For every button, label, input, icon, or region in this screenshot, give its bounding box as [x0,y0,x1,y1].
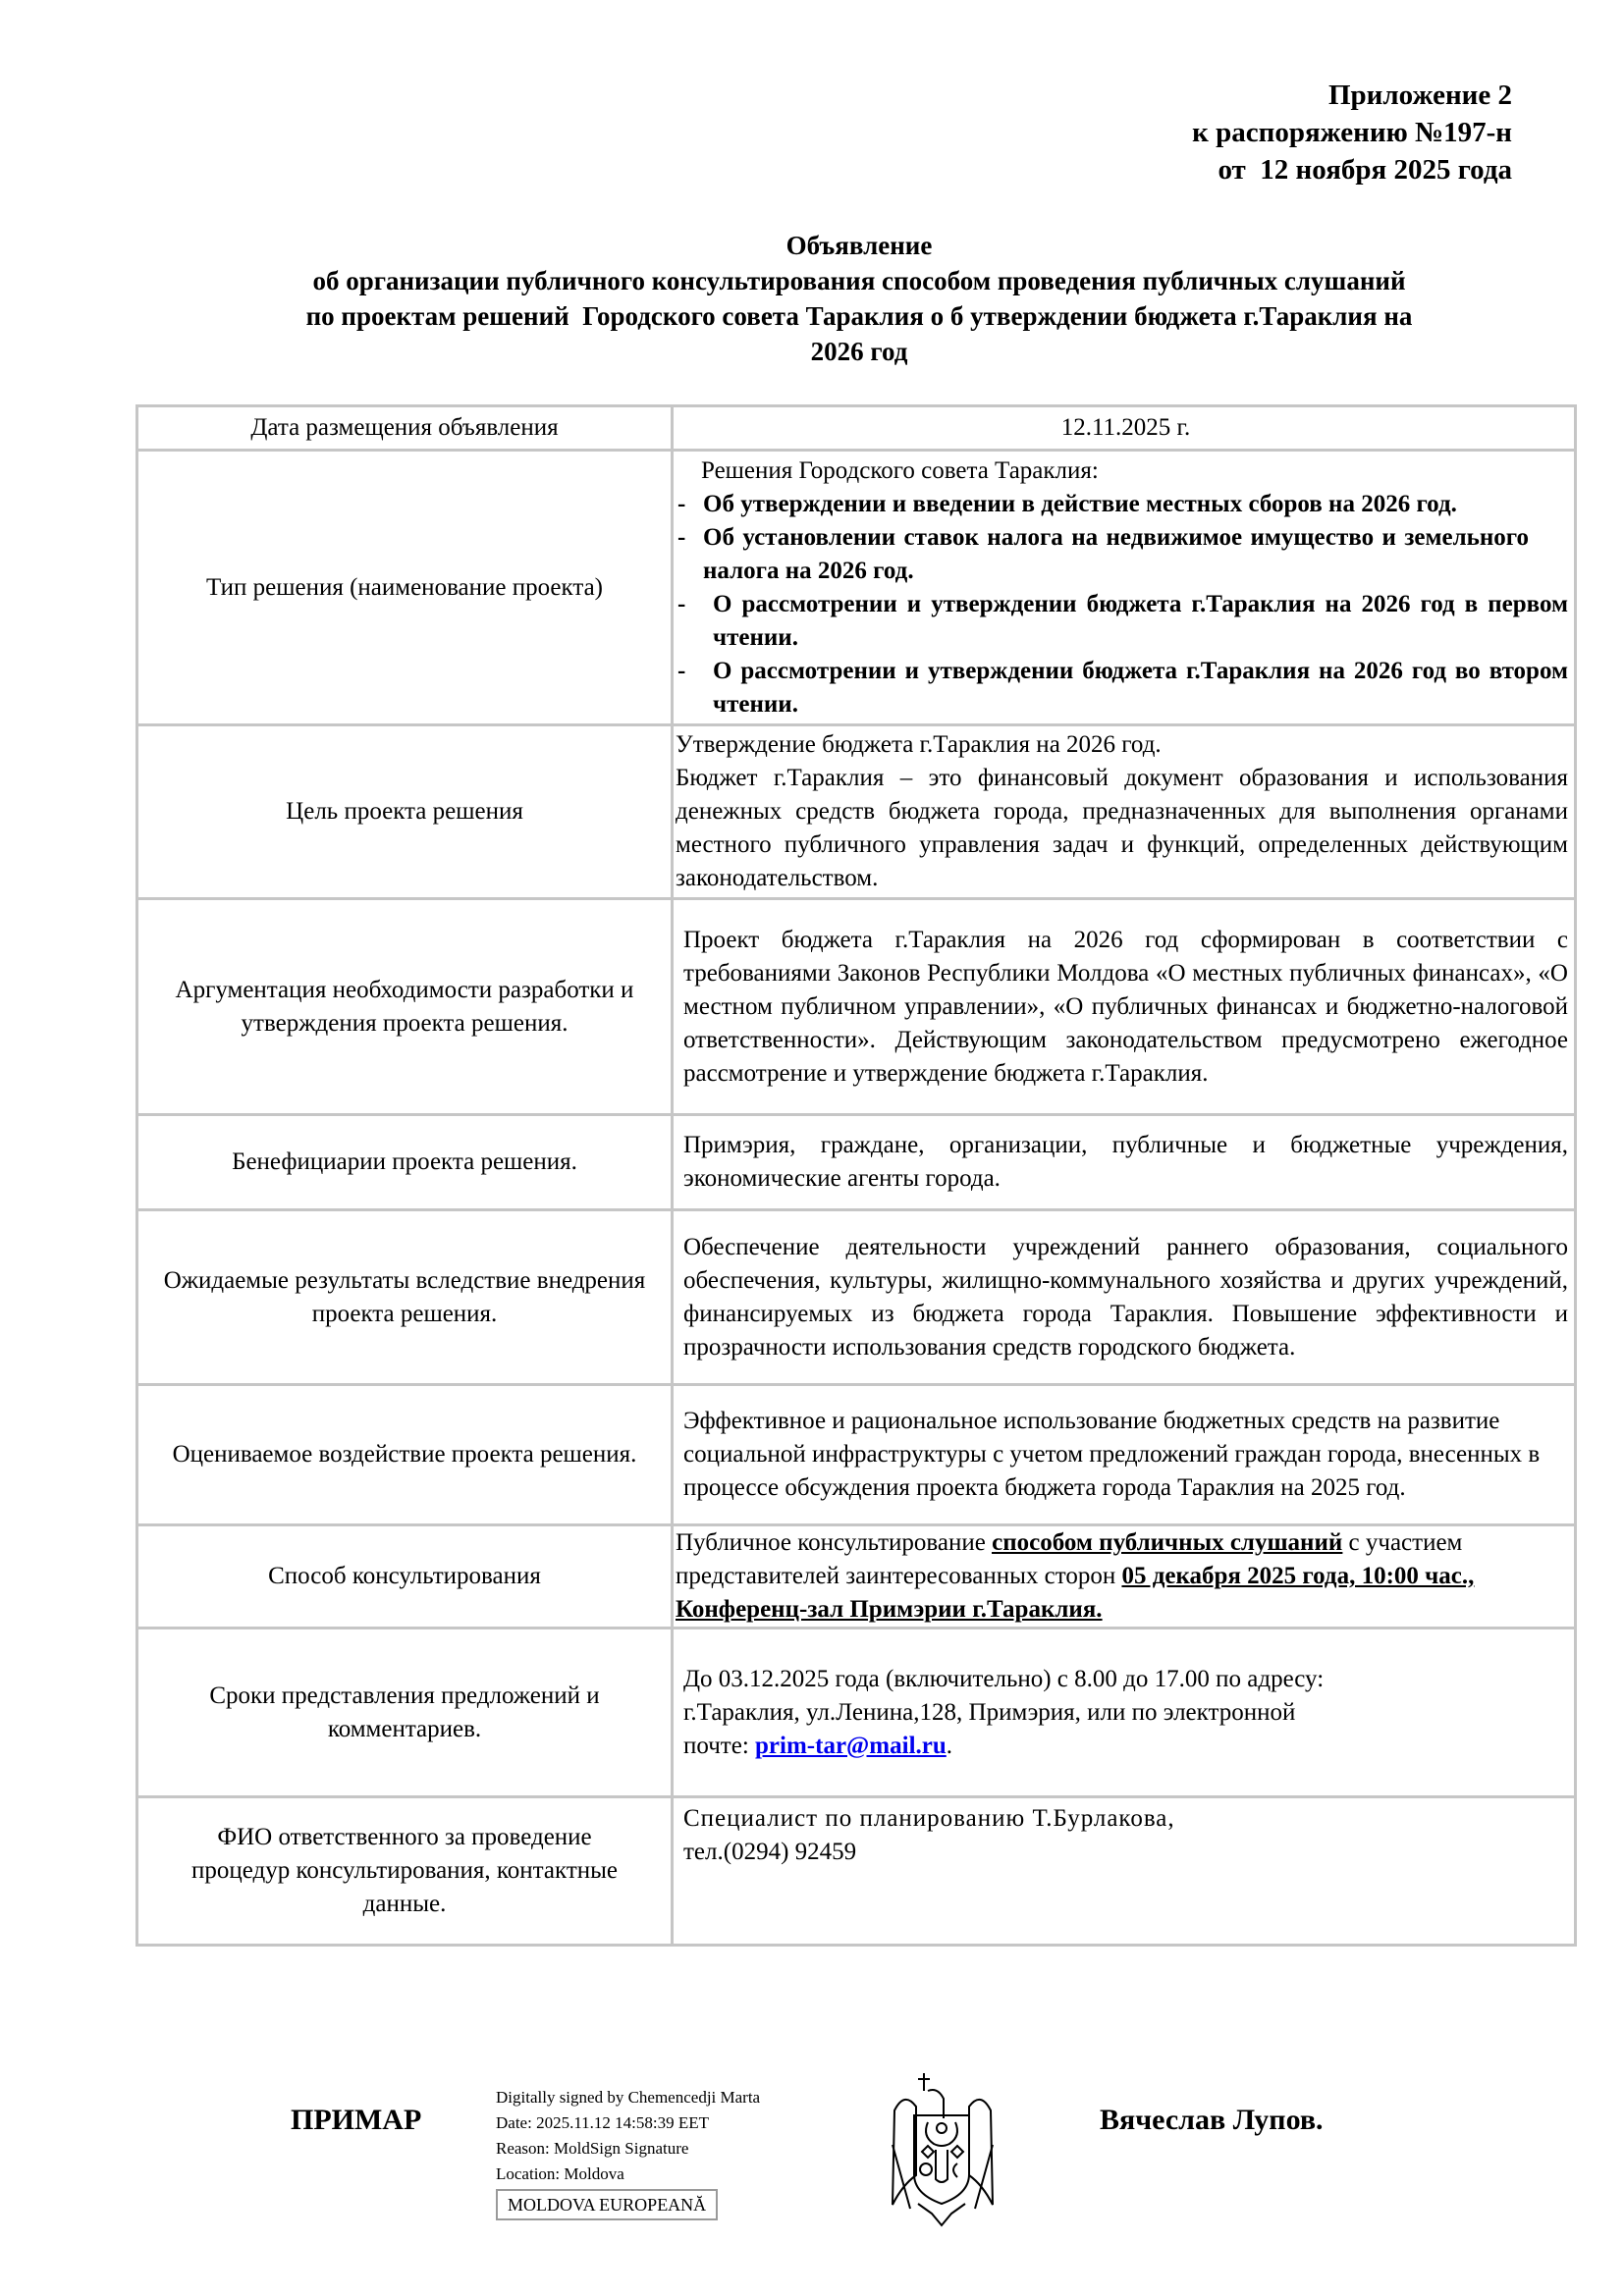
table-row-impact [138,1386,1574,1526]
annex-line-3: от 12 ноября 2025 года [1218,154,1512,186]
row-label: Дата размещения объявления [138,407,674,452]
heading-title: Объявление [785,231,933,260]
decision-intro: Решения Городского совета Тараклия: [701,456,1099,484]
row-value: Обеспечение деятельности учреждений раннего образования, социального обеспечения, культуры, жилищно-коммунального хозяйства и других учреждений, финансируемых из бюджета города Тараклия. Повышение эффективности и прозрачности использования средств городского бюджета. [674,1211,1574,1386]
row-label: Бенефициарии проекта решения. [138,1116,674,1211]
mayor-title: ПРИМАР [291,2104,422,2136]
row-label: Ожидаемые результаты вследствие внедрения проекта решения. [138,1211,674,1386]
table-row-decision-type [138,452,1574,726]
row-value [674,452,1574,726]
coat-of-arms-icon [889,2071,997,2228]
row-value [674,1629,1574,1798]
row-value [674,726,1574,900]
row-label: Оцениваемое воздействие проекта решения. [138,1386,674,1526]
row-value: Эффективное и рациональное использование бюджетных средств на развитие социальной инфраструктуры с учетом предложений граждан города, внесенных в процессе обсуждения проекта бюджета города Тараклия на 2025 год. [674,1386,1574,1526]
row-label: Аргументация необходимости разработки и утверждения проекта решения. [138,900,674,1116]
decision-item: - О рассмотрении и утверждении бюджета г.Тараклия на 2026 год во втором чтении. [677,657,1568,718]
announcement-table [135,404,1577,1947]
annex-line-1: Приложение 2 [1328,80,1512,111]
document-heading [196,228,1522,369]
digital-signature-block [496,2085,760,2220]
table-row-expected-results [138,1211,1574,1386]
heading-line-2: по проектам решений Городского совета Тараклия о б утверждении бюджета г.Тараклия на [305,301,1413,331]
row-label: Сроки представления предложений и комментариев. [138,1629,674,1798]
decision-item: - Об утверждении и введении в действие местных сборов на 2026 год. [677,490,1457,517]
table-row-deadlines [138,1629,1574,1798]
table-row-consultation-method [138,1526,1574,1629]
table-row-date [138,407,1574,452]
signature-signed-by: Digitally signed by Chemencedji Marta [496,2088,761,2107]
signature-reason: Reason: MoldSign Signature [496,2139,689,2158]
table-row-responsible [138,1798,1574,1944]
table-row-beneficiaries [138,1116,1574,1211]
goal-line-1: Утверждение бюджета г.Тараклия на 2026 год. [676,731,1162,758]
moldova-europeana-badge: MOLDOVA EUROPEANĂ [496,2189,718,2220]
method-hearings: способом публичных слушаний [992,1529,1343,1556]
row-value: Примэрия, граждане, организации, публичные и бюджетные учреждения, экономические агенты города. [674,1116,1574,1211]
table-row-argumentation [138,900,1574,1116]
deadline-line-3: почте: prim-tar@mail.ru. [683,1732,953,1759]
row-value: 12.11.2025 г. [674,407,1574,452]
decision-item: - О рассмотрении и утверждении бюджета г.Тараклия на 2026 год в первом чтении. [677,590,1568,651]
annex-line-2: к распоряжению №197-н [1192,117,1512,148]
mayor-name: Вячеслав Лупов. [1100,2104,1324,2136]
signature-date: Date: 2025.11.12 14:58:39 EET [496,2113,710,2132]
row-label: Цель проекта решения [138,726,674,900]
row-value: Проект бюджета г.Тараклия на 2026 год сформирован в соответствии с требованиями Законов Республики Молдова «О местных публичных финансах», «О местном публичном управлении», «О публичных финансах и бюджетно-налоговой ответственности». Действующим законодательством предусмотрено ежегодное рассмотрение и утверждение бюджета г.Тараклия. [674,900,1574,1116]
deadline-line-2: г.Тараклия, ул.Ленина,128, Примэрия, или по электронной [683,1698,1296,1726]
decision-item: - Об установлении ставок налога на недвижимое имущество и земельного налога на 2026 год. [677,523,1529,584]
method-text: Публичное консультирование [676,1529,993,1556]
method-date-location: 05 декабря 2025 года, 10:00 час., Конференц-зал Примэрии г.Тараклия. [676,1563,1475,1623]
method-text-2: с участием представителей заинтересованных сторон [676,1529,1463,1589]
table-row-goal [138,726,1574,900]
row-label: Тип решения (наименование проекта) [138,452,674,726]
heading-line-1: об организации публичного консультирования способом проведения публичных слушаний [312,266,1406,295]
signature-location: Location: Moldova [496,2164,624,2183]
responsible-line-2: тел.(0294) 92459 [683,1839,857,1865]
row-label: ФИО ответственного за проведение процедур консультирования, контактные данные. [138,1798,674,1944]
row-value [674,1526,1574,1629]
row-label: Способ консультирования [138,1526,674,1629]
annex-header [1192,77,1512,188]
heading-line-3: 2026 год [810,337,908,366]
goal-line-2: Бюджет г.Тараклия – это финансовый документ образования и использования денежных средств бюджета города, предназначенных для выполнения органами местного публичного управления задач и функций, определенных действующим законодательством. [676,765,1568,891]
deadline-line-1: До 03.12.2025 года (включительно) с 8.00 до 17.00 по адресу: [683,1665,1325,1692]
row-value [674,1798,1574,1944]
responsible-line-1: Специалист по планированию Т.Бурлакова, [683,1805,1175,1832]
email-link[interactable]: prim-tar@mail.ru [755,1732,947,1759]
